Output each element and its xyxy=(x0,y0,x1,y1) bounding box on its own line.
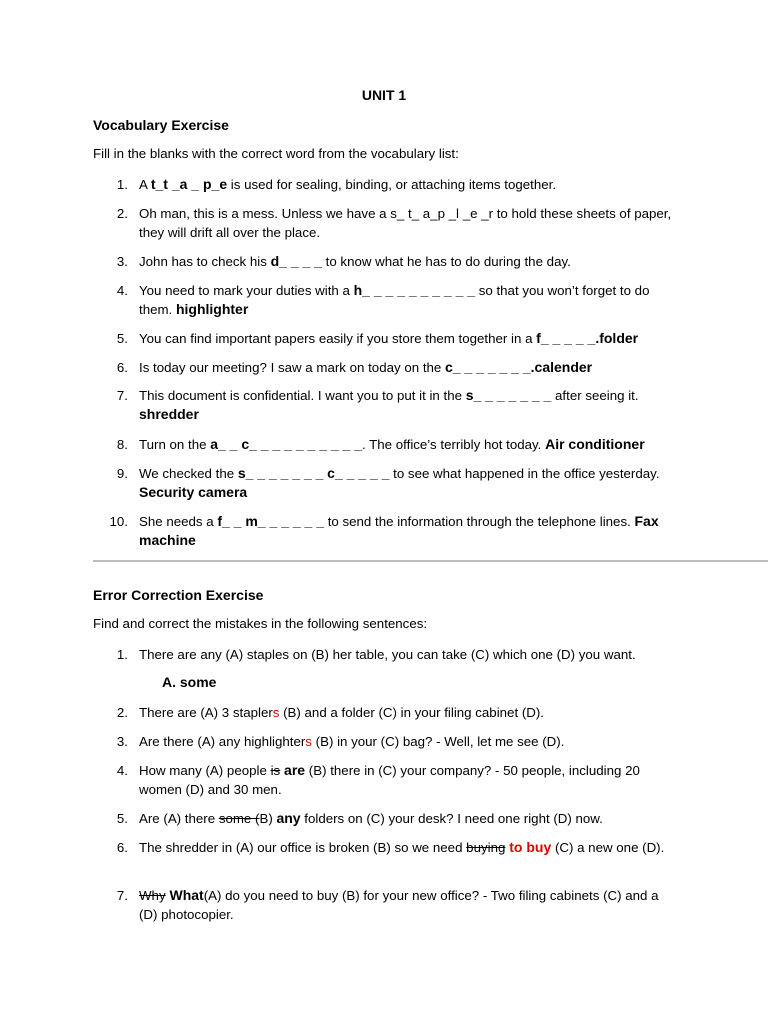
item-text: This document is confidential. I want you to put it in the s_ _ _ _ _ _ _ after seeing it. shredder xyxy=(139,387,639,422)
item-number: 5. xyxy=(116,811,128,826)
answer-word: highlighter xyxy=(175,301,249,317)
item-number: 10. xyxy=(109,514,128,529)
blank-word: h_ _ _ _ _ _ _ _ _ _ xyxy=(353,282,476,298)
item-number: 1. xyxy=(116,647,128,662)
answer-word: Air conditioner xyxy=(545,436,645,452)
item-text: Is today our meeting? I saw a mark on today on the c_ _ _ _ _ _ _.calender xyxy=(139,359,593,375)
correction-text: to buy xyxy=(505,839,552,855)
item-text: John has to check his d_ _ _ _ to know what he has to do during the day. xyxy=(139,253,571,269)
item-number: 3. xyxy=(116,254,128,269)
answer-word: Fax machine xyxy=(139,513,659,548)
item-text: Are there (A) any highlighters (B) in your (C) bag? - Well, let me see (D). xyxy=(139,734,565,749)
item-text: Oh man, this is a mess. Unless we have a s_ t_ a_p _l _e _r to hold these sheets of paper, they will drift all over the place. xyxy=(139,206,672,240)
blank-word: s_ _ _ _ _ _ _ xyxy=(237,465,324,481)
struck-text: is xyxy=(270,763,281,778)
struck-text: buying xyxy=(466,840,506,855)
item-text: We checked the s_ _ _ _ _ _ _ c_ _ _ _ _ to see what happened in the office yesterday. Security camera xyxy=(139,465,660,500)
item-text: Why What(A) do you need to buy (B) for your new office? - Two filing cabinets (C) and a (D) photocopier. xyxy=(139,887,659,922)
item-number: 3. xyxy=(116,734,128,749)
correction-text: any xyxy=(276,810,301,826)
blank-word: s_ _ _ _ _ _ _ xyxy=(465,387,552,403)
item-number: 9. xyxy=(116,466,128,481)
item-number: 1. xyxy=(116,177,128,192)
section-divider xyxy=(93,560,768,562)
item-number: 6. xyxy=(116,360,128,375)
blank-word: d_ _ _ _ xyxy=(270,253,322,269)
item-text: She needs a f_ _ m_ _ _ _ _ _ to send the information through the telephone lines. Fax machine xyxy=(139,513,659,548)
item-number: 4. xyxy=(116,283,128,298)
item-text: You need to mark your duties with a h_ _ _ _ _ _ _ _ _ _ so that you won’t forget to do them. highlighter xyxy=(139,282,650,317)
item-number: 7. xyxy=(116,388,128,403)
vocabulary-instruction: Fill in the blanks with the correct word from the vocabulary list: xyxy=(93,146,459,161)
item-text: You can find important papers easily if you store them together in a f_ _ _ _ _.folder xyxy=(139,330,639,346)
item-text: There are (A) 3 staplers (B) and a folder (C) in your filing cabinet (D). xyxy=(139,705,544,720)
blank-word: c_ _ _ _ _ xyxy=(327,465,390,481)
item-number: 4. xyxy=(116,763,128,778)
item-number: 2. xyxy=(116,705,128,720)
item-text: How many (A) people is are (B) there in (C) your company? - 50 people, including 20 women (D) and 30 men. xyxy=(139,762,640,797)
blank-word: c_ _ _ _ _ _ _ xyxy=(445,359,531,375)
answer-word: Security camera xyxy=(139,484,248,500)
answer-word: shredder xyxy=(139,406,199,422)
blank-word: a_ _ c_ _ _ _ _ _ _ _ _ _ xyxy=(210,436,363,452)
error-correction-heading: Error Correction Exercise xyxy=(93,587,264,603)
item-text: Are (A) there some (B) any folders on (C) your desk? I need one right (D) now. xyxy=(139,810,603,826)
blank-word: f_ _ _ _ _ xyxy=(536,330,596,346)
item-text: There are any (A) staples on (B) her table, you can take (C) which one (D) you want. xyxy=(139,647,636,662)
correction-text: are xyxy=(280,762,306,778)
page-title: UNIT 1 xyxy=(361,87,407,103)
correction-text: s xyxy=(305,734,312,749)
item-text: Turn on the a_ _ c_ _ _ _ _ _ _ _ _ _. The office’s terribly hot today. Air conditioner xyxy=(139,436,645,452)
item-number: 7. xyxy=(116,888,128,903)
struck-text: some ( xyxy=(218,811,260,826)
vocabulary-heading: Vocabulary Exercise xyxy=(93,117,229,133)
item-text: The shredder in (A) our office is broken (B) so we need buying to buy (C) a new one (D). xyxy=(139,839,665,855)
item-number: 2. xyxy=(116,206,128,221)
correction-text: What xyxy=(165,887,204,903)
struck-text: Why xyxy=(139,888,166,903)
correction-text: s xyxy=(272,705,280,720)
answer-word: .folder xyxy=(595,330,639,346)
error-correction-instruction: Find and correct the mistakes in the following sentences: xyxy=(93,616,428,631)
answer-line: A. some xyxy=(162,674,217,690)
item-number: 6. xyxy=(116,840,128,855)
item-number: 5. xyxy=(116,331,128,346)
answer-word: .calender xyxy=(530,359,593,375)
blank-word: t_t _a _ p_e xyxy=(150,176,228,192)
blank-word: f_ _ m_ _ _ _ _ _ xyxy=(217,513,325,529)
item-number: 8. xyxy=(116,437,128,452)
item-text: A t_t _a _ p_e is used for sealing, binding, or attaching items together. xyxy=(139,176,557,192)
